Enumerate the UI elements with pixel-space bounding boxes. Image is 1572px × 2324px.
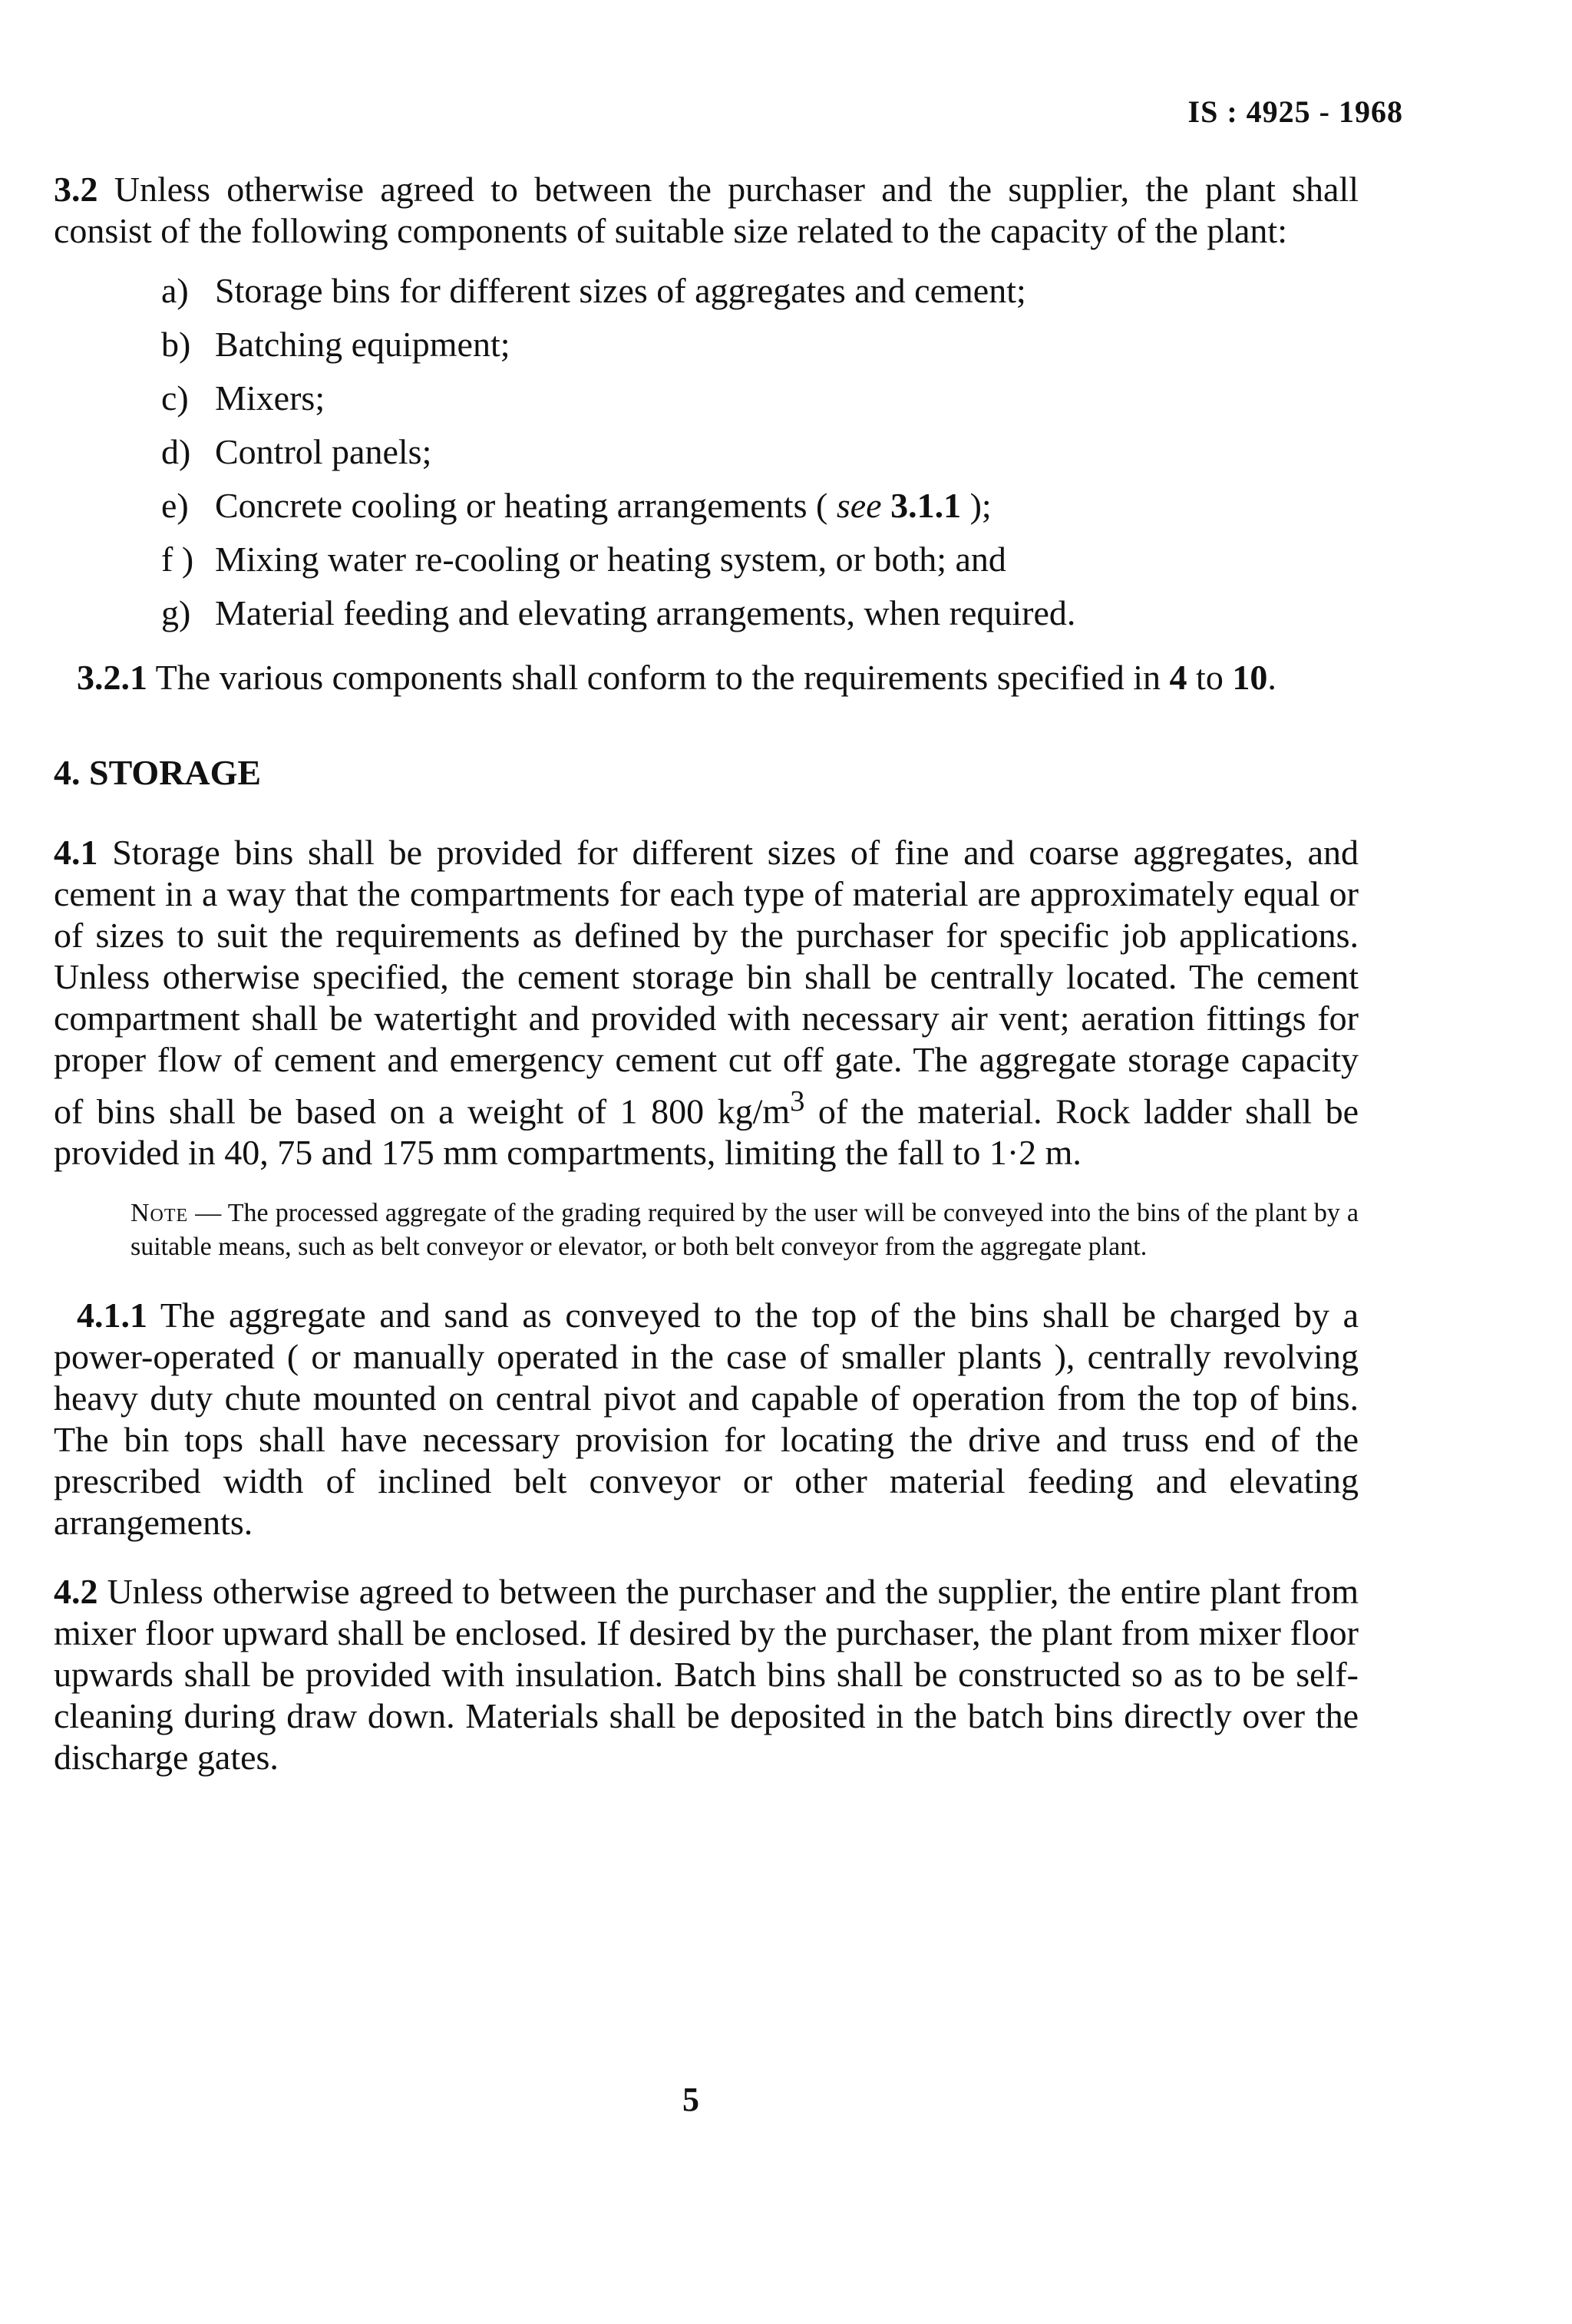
clause-reference: 10 xyxy=(1232,658,1268,697)
clause-number: 3.2.1 xyxy=(77,658,147,697)
list-marker: f ) xyxy=(161,540,194,579)
clause-4-1-1 xyxy=(54,1295,1359,1543)
list-item-text: Control panels; xyxy=(215,432,432,471)
clause-4-1 xyxy=(54,832,1359,1174)
note xyxy=(54,1197,1359,1264)
clause-text: Storage bins shall be provided for different sizes of fine and coarse aggregates, and cement in a way that the compartments for each type of material are approximately equal or of sizes to suit the requirements as defined by the purchaser for specific job applications. Unless otherwise specified, the cement storage bin shall be centrally located. The cement compartment shall be watertight and provided with necessary air vent; aeration fittings for proper flow of cement and emergency cement cut off gate. The aggregate storage capacity of bins shall be based on a weight of 1 800 kg/m xyxy=(54,833,1359,1131)
note-label: Note xyxy=(130,1199,189,1228)
clause-reference: 3.1.1 xyxy=(890,486,962,525)
clause-text: The aggregate and sand as conveyed to the top of the bins shall be charged by a power-operated ( or manually operated in the case of smaller plants ), centrally revolving heavy duty chute mounted on central pivot and capable of operation from the top of bins. The bin tops shall have necessary provision for locating the drive and truss end of the prescribed width of inclined belt conveyor or other material feeding and elevating arrangements. xyxy=(54,1296,1359,1543)
clause-text-end: of the material. Rock ladder shall be provided in 40, 75 and 175 mm compartments, limiting the fall to 1·2 m. xyxy=(54,1091,1359,1173)
list-item xyxy=(54,371,1359,425)
clause-text-mid: to xyxy=(1187,658,1233,697)
document-body xyxy=(54,169,1359,1778)
list-marker: g) xyxy=(161,593,191,632)
clause-text-end: . xyxy=(1267,658,1276,697)
list-item xyxy=(54,586,1359,640)
clause-number: 4.1.1 xyxy=(77,1296,147,1335)
clause-text: The various components shall conform to the requirements specified in xyxy=(155,658,1170,697)
list-item xyxy=(54,479,1359,533)
list-item xyxy=(54,425,1359,479)
section-heading-storage: 4. STORAGE xyxy=(54,753,262,792)
list-item-text: Material feeding and elevating arrangements, when required. xyxy=(215,593,1076,632)
list-item-text: Mixers; xyxy=(215,378,325,418)
clause-reference: 4 xyxy=(1169,658,1187,697)
clause-4-2 xyxy=(54,1571,1359,1778)
components-list xyxy=(54,264,1359,640)
list-item xyxy=(54,318,1359,371)
list-marker: c) xyxy=(161,378,189,418)
superscript: 3 xyxy=(790,1085,805,1117)
list-item xyxy=(54,264,1359,318)
clause-3-2 xyxy=(54,169,1359,252)
see-reference: see xyxy=(836,486,882,525)
list-item-text-end: ); xyxy=(961,486,992,525)
standard-code: IS : 4925 - 1968 xyxy=(1187,94,1403,129)
note-text: The processed aggregate of the grading required by the user will be conveyed into the bins of the plant by a suitable means, such as belt conveyor or elevator, or both belt conveyor from the aggregate plant. xyxy=(130,1199,1359,1262)
spacer xyxy=(54,1543,1359,1571)
list-item-text: Concrete cooling or heating arrangements ( xyxy=(215,486,837,525)
clause-3-2-1 xyxy=(54,657,1359,698)
clause-text: Unless otherwise agreed to between the purchaser and the supplier, the plant shall consist of the following components of suitable size related to the capacity of the plant: xyxy=(54,170,1359,250)
clause-number: 4.2 xyxy=(54,1572,98,1612)
list-item-text: Mixing water re-cooling or heating system, or both; and xyxy=(215,540,1006,579)
list-marker: e) xyxy=(161,486,189,525)
clause-text: Unless otherwise agreed to between the purchaser and the supplier, the entire plant from mixer floor upward shall be enclosed. If desired by the purchaser, the plant from mixer floor upwards shall be provided with insulation. Batch bins shall be constructed so as to be self-cleaning during draw down. Materials shall be deposited in the batch bins directly over the discharge gates. xyxy=(54,1572,1359,1778)
list-item xyxy=(54,533,1359,586)
list-marker: b) xyxy=(161,325,191,364)
list-item-text: Batching equipment; xyxy=(215,325,510,364)
list-item-text: Storage bins for different sizes of aggregates and cement; xyxy=(215,271,1026,310)
list-marker: a) xyxy=(161,271,189,310)
page-number: 5 xyxy=(682,2081,699,2118)
clause-number: 3.2 xyxy=(54,170,98,209)
clause-number: 4.1 xyxy=(54,833,98,872)
note-dash: — xyxy=(188,1199,228,1228)
list-marker: d) xyxy=(161,432,191,471)
